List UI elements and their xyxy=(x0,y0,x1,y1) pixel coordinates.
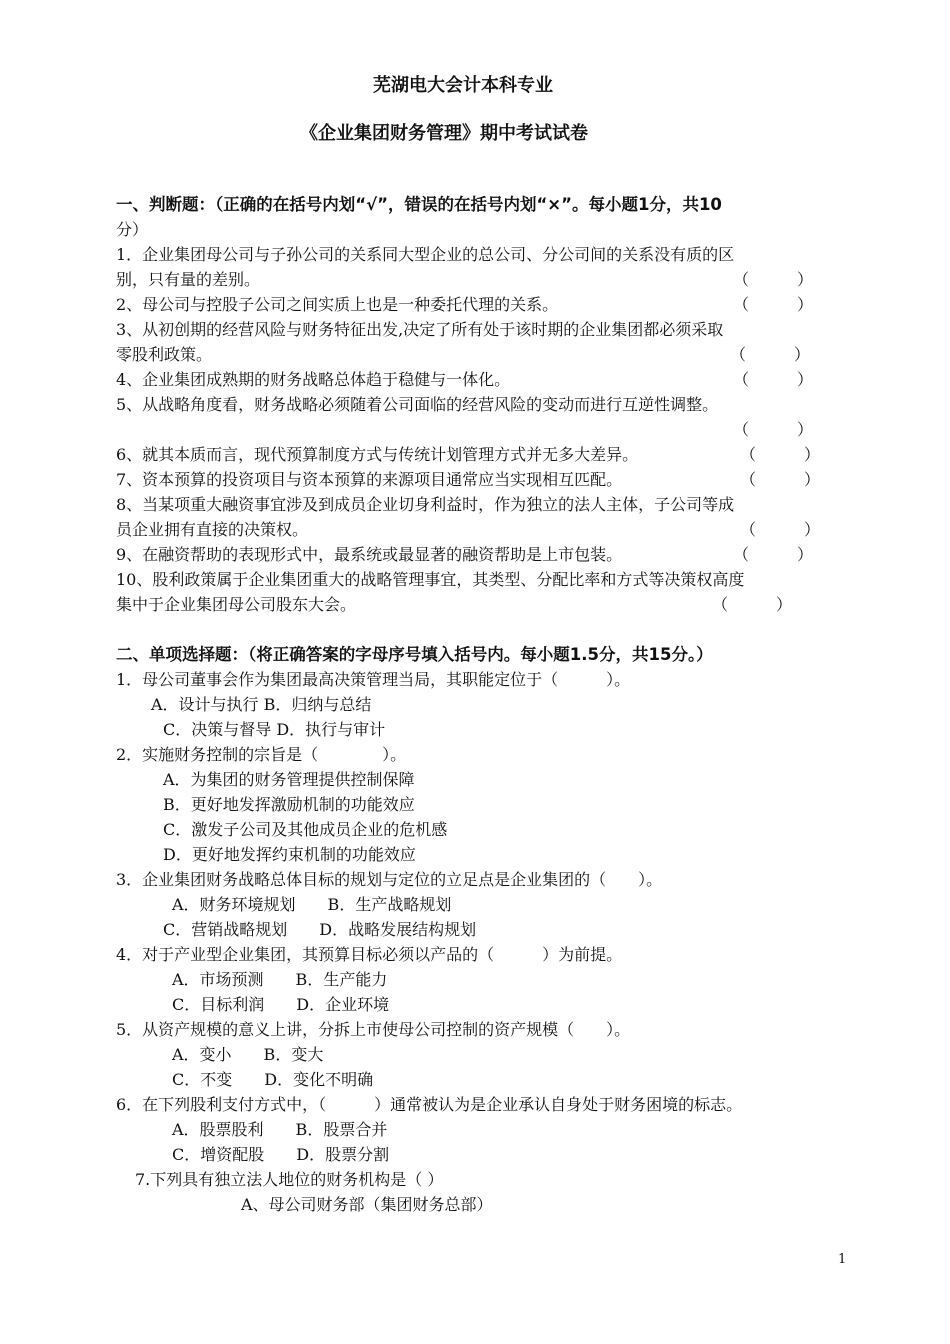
answer-bracket: （ ） xyxy=(730,345,811,364)
mc5-options-cd: C．不变 D．变化不明确 xyxy=(172,1070,374,1089)
q10-line1: 10、股利政策属于企业集团重大的战略管理事宜，其类型、分配比率和方式等决策权高度 xyxy=(116,570,745,589)
q8-line2: 员企业拥有直接的决策权。 xyxy=(116,520,309,539)
mc2-option-b: B．更好地发挥激励机制的功能效应 xyxy=(163,795,415,814)
mc5-options-ab: A．变小 B．变大 xyxy=(172,1045,324,1064)
q2-line1: 2、母公司与控股子公司之间实质上也是一种委托代理的关系。 xyxy=(116,295,559,314)
mc4-stem: 4．对于产业型企业集团，其预算目标必须以产品的（ ）为前提。 xyxy=(116,945,623,964)
mc1-options-cd: C．决策与督导 D．执行与审计 xyxy=(163,720,386,739)
q1-line2: 别，只有量的差别。 xyxy=(116,270,261,289)
answer-bracket: （ ） xyxy=(740,445,821,464)
mc2-stem: 2．实施财务控制的宗旨是（ ）。 xyxy=(116,745,407,764)
mc7-stem: 7.下列具有独立法人地位的财务机构是（ ） xyxy=(135,1170,444,1189)
mc6-options-cd: C．增资配股 D．股票分割 xyxy=(172,1145,390,1164)
q7-line1: 7、资本预算的投资项目与资本预算的来源项目通常应当实现相互匹配。 xyxy=(116,470,623,489)
mc7-option-a: A、母公司财务部（集团财务总部） xyxy=(241,1195,493,1214)
q4-line1: 4、企业集团成熟期的财务战略总体趋于稳健与一体化。 xyxy=(116,370,511,389)
answer-bracket: （ ） xyxy=(733,420,814,439)
answer-bracket: （ ） xyxy=(733,370,814,389)
mc6-stem: 6．在下列股利支付方式中，（ ）通常被认为是企业承认自身处于财务困境的标志。 xyxy=(116,1095,743,1114)
mc1-stem: 1．母公司董事会作为集团最高决策管理当局，其职能定位于（ ）。 xyxy=(116,670,631,689)
answer-bracket: （ ） xyxy=(712,595,793,614)
mc1-options-ab: A．设计与执行 B．归纳与总结 xyxy=(151,695,372,714)
q3-line2: 零股利政策。 xyxy=(116,345,213,364)
mc2-option-d: D．更好地发挥约束机制的功能效应 xyxy=(163,845,416,864)
section1-heading-cont: 分） xyxy=(116,220,149,239)
q1-line1: 1．企业集团母公司与子孙公司的关系同大型企业的总公司、分公司间的关系没有质的区 xyxy=(116,245,735,264)
answer-bracket: （ ） xyxy=(740,520,821,539)
q3-line1: 3、从初创期的经营风险与财务特征出发,决定了所有处于该时期的企业集团都必须采取 xyxy=(116,320,724,339)
section2-heading: 二、单项选择题：（将正确答案的字母序号填入括号内。每小题1.5分，共15分。） xyxy=(116,645,713,664)
mc5-stem: 5．从资产规模的意义上讲，分拆上市使母公司控制的资产规模（ ）。 xyxy=(116,1020,631,1039)
mc2-option-a: A．为集团的财务管理提供控制保障 xyxy=(163,770,415,789)
answer-bracket: （ ） xyxy=(733,295,814,314)
mc3-options-cd: C．营销战略规划 D．战略发展结构规划 xyxy=(163,920,477,939)
mc4-options-ab: A．市场预测 B．生产能力 xyxy=(172,970,388,989)
q8-line1: 8、当某项重大融资事宜涉及到成员企业切身利益时，作为独立的法人主体，子公司等成 xyxy=(116,495,735,514)
page-number: 1 xyxy=(838,1252,847,1267)
q10-line2: 集中于企业集团母公司股东大会。 xyxy=(116,595,357,614)
q9-line1: 9、在融资帮助的表现形式中，最系统或最显著的融资帮助是上市包装。 xyxy=(116,545,623,564)
answer-bracket: （ ） xyxy=(733,270,814,289)
answer-bracket: （ ） xyxy=(733,545,814,564)
mc3-options-ab: A．财务环境规划 B．生产战略规划 xyxy=(172,895,452,914)
answer-bracket: （ ） xyxy=(740,470,821,489)
mc6-options-ab: A．股票股利 B．股票合并 xyxy=(172,1120,388,1139)
mc2-option-c: C．激发子公司及其他成员企业的危机感 xyxy=(163,820,448,839)
mc4-options-cd: C．目标利润 D．企业环境 xyxy=(172,995,390,1014)
q6-line1: 6、就其本质而言，现代预算制度方式与传统计划管理方式并无多大差异。 xyxy=(116,445,639,464)
exam-title: 《企业集团财务管理》期中考试试卷 xyxy=(300,123,588,144)
q5-line1: 5、从战略角度看，财务战略必须随着公司面临的经营风险的变动而进行互逆性调整。 xyxy=(116,395,719,414)
section1-heading: 一、判断题：（正确的在括号内划“√”，错误的在括号内划“×”。每小题1分，共10 xyxy=(116,195,722,214)
document-title: 芜湖电大会计本科专业 xyxy=(373,75,553,96)
mc3-stem: 3．企业集团财务战略总体目标的规划与定位的立足点是企业集团的（ ）。 xyxy=(116,870,663,889)
